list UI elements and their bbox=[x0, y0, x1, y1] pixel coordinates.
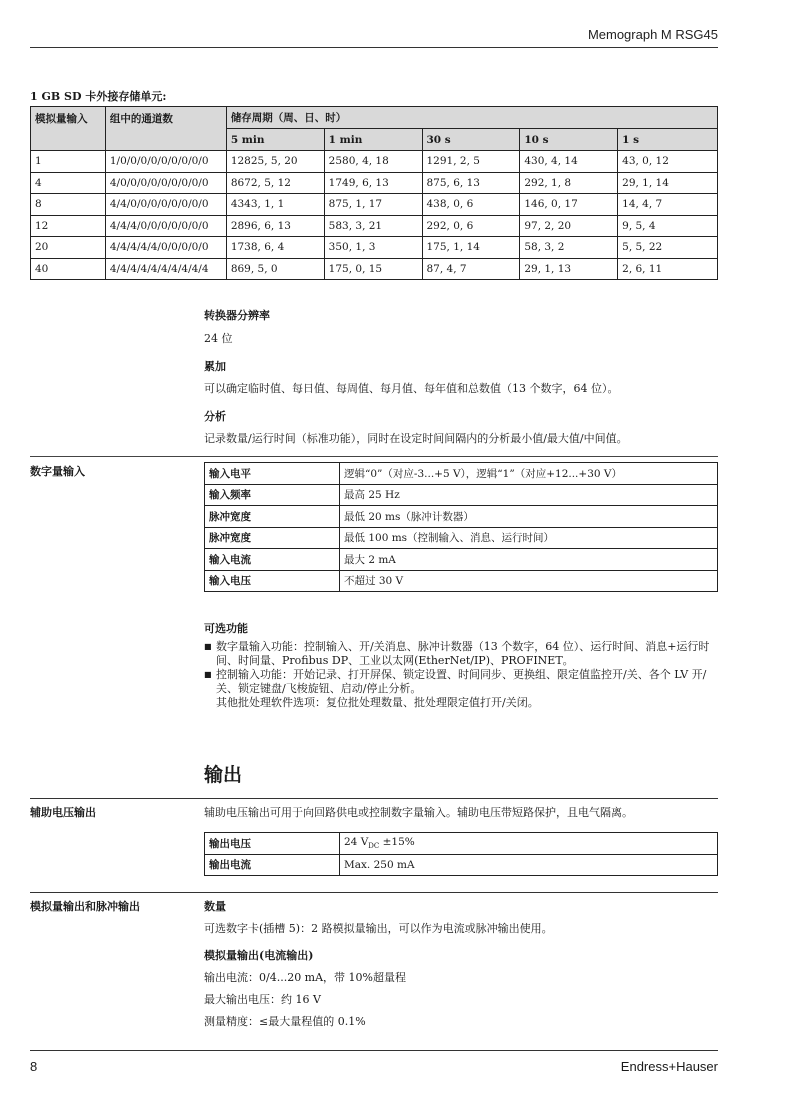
table-cell: 869, 5, 0 bbox=[226, 258, 324, 280]
table-cell: 4/4/0/0/0/0/0/0/0/0 bbox=[105, 194, 226, 216]
table-row bbox=[205, 549, 718, 571]
table-cell: 4/0/0/0/0/0/0/0/0/0 bbox=[105, 172, 226, 194]
table-cell: Max. 250 mA bbox=[340, 854, 718, 876]
table-cell bbox=[340, 833, 718, 855]
table-cell: 1 bbox=[31, 151, 106, 173]
analysis-label: 分析 bbox=[204, 410, 226, 423]
optional-label: 可选功能 bbox=[204, 622, 248, 635]
sd-card-title: 1 GB SD 卡外接存储单元: bbox=[30, 90, 167, 103]
table-cell: 175, 1, 14 bbox=[422, 237, 520, 259]
aux-voltage-table bbox=[204, 832, 718, 876]
table-row bbox=[205, 463, 718, 485]
document-title: Memograph M RSG45 bbox=[587, 27, 718, 42]
table-cell: 1291, 2, 5 bbox=[422, 151, 520, 173]
header-rule bbox=[30, 47, 718, 48]
list-item: 其他批处理软件选项：复位批处理数量、批处理限定值打开/关闭。 bbox=[216, 696, 539, 709]
table-cell: 583, 3, 21 bbox=[324, 215, 422, 237]
list-item: ■ 控制输入功能：开始记录、打开屏保、锁定设置、时间同步、更换组、限定值监控开/关、各个 LV 开/关、锁定键盘/飞梭旋钮、启动/停止分析。 bbox=[204, 668, 718, 696]
table-cell: 40 bbox=[31, 258, 106, 280]
table-cell: 438, 0, 6 bbox=[422, 194, 520, 216]
table-cell: 输出电压 bbox=[205, 833, 340, 855]
qty-label: 数量 bbox=[204, 900, 226, 913]
table-cell: 2580, 4, 18 bbox=[324, 151, 422, 173]
table-cell: 脉冲宽度 bbox=[205, 506, 340, 528]
table-cell: 最低 20 ms（脉冲计数器） bbox=[340, 506, 718, 528]
table-cell: 1749, 6, 13 bbox=[324, 172, 422, 194]
output-current-line: 输出电流：0/4...20 mA，带 10%超量程 bbox=[204, 971, 407, 984]
table-cell: 脉冲宽度 bbox=[205, 527, 340, 549]
aux-voltage-label: 辅助电压输出 bbox=[30, 806, 96, 819]
table-cell: 输入频率 bbox=[205, 484, 340, 506]
qty-value: 可选数字卡(插槽 5)：2 路模拟量输出，可以作为电流或脉冲输出使用。 bbox=[204, 922, 553, 935]
totalizer-value: 可以确定临时值、每日值、每周值、每月值、每年值和总数值（13 个数字，64 位）。 bbox=[204, 382, 619, 395]
digital-input-table bbox=[204, 462, 718, 592]
table-cell: 9, 5, 4 bbox=[618, 215, 718, 237]
section-rule bbox=[30, 892, 718, 893]
table-header-row bbox=[31, 107, 718, 129]
table-cell: 430, 4, 14 bbox=[520, 151, 618, 173]
table-row bbox=[31, 151, 718, 173]
analysis-value: 记录数量/运行时间（标准功能），同时在设定时间间隔内的分析最小值/最大值/中间值。 bbox=[204, 432, 628, 445]
table-cell: 97, 2, 20 bbox=[520, 215, 618, 237]
accuracy-line: 测量精度：≤最大量程值的 0.1% bbox=[204, 1015, 366, 1028]
converter-value: 24 位 bbox=[204, 332, 233, 345]
voltage-subscript: DC bbox=[368, 842, 380, 851]
table-row bbox=[205, 527, 718, 549]
table-cell: 逻辑“0”（对应-3...+5 V），逻辑“1”（对应+12...+30 V） bbox=[340, 463, 718, 485]
table-cell: 8 bbox=[31, 194, 106, 216]
totalizer-label: 累加 bbox=[204, 360, 226, 373]
table-row bbox=[205, 833, 718, 855]
table-cell: 58, 3, 2 bbox=[520, 237, 618, 259]
table-cell: 4/4/4/4/4/0/0/0/0/0 bbox=[105, 237, 226, 259]
table-cell: 29, 1, 13 bbox=[520, 258, 618, 280]
table-cell: 4/4/4/4/4/4/4/4/4/4 bbox=[105, 258, 226, 280]
brand-name: Endress+Hauser bbox=[620, 1059, 718, 1074]
table-cell: 12 bbox=[31, 215, 106, 237]
table-cell: 14, 4, 7 bbox=[618, 194, 718, 216]
table-row bbox=[31, 237, 718, 259]
table-cell: 146, 0, 17 bbox=[520, 194, 618, 216]
table-cell: 不超过 30 V bbox=[340, 570, 718, 592]
column-header: 5 min bbox=[226, 129, 324, 151]
table-cell: 4 bbox=[31, 172, 106, 194]
table-cell: 4/4/4/0/0/0/0/0/0/0 bbox=[105, 215, 226, 237]
table-cell: 最大 2 mA bbox=[340, 549, 718, 571]
section-rule bbox=[30, 798, 718, 799]
column-header: 组中的通道数 bbox=[105, 107, 226, 151]
table-cell: 875, 6, 13 bbox=[422, 172, 520, 194]
table-cell: 350, 1, 3 bbox=[324, 237, 422, 259]
table-cell: 875, 1, 17 bbox=[324, 194, 422, 216]
column-header: 30 s bbox=[422, 129, 520, 151]
column-header: 1 min bbox=[324, 129, 422, 151]
table-cell: 29, 1, 14 bbox=[618, 172, 718, 194]
current-output-label: 模拟量输出(电流输出) bbox=[204, 949, 314, 962]
column-header: 储存周期（周、日、时） bbox=[226, 107, 717, 129]
voltage-value: 24 V bbox=[344, 836, 369, 849]
table-cell: 20 bbox=[31, 237, 106, 259]
table-cell: 2, 6, 11 bbox=[618, 258, 718, 280]
table-cell: 输入电压 bbox=[205, 570, 340, 592]
column-header: 10 s bbox=[520, 129, 618, 151]
page-number: 8 bbox=[30, 1059, 38, 1074]
table-cell: 输出电流 bbox=[205, 854, 340, 876]
sd-card-table bbox=[30, 106, 718, 280]
table-cell: 输入电流 bbox=[205, 549, 340, 571]
table-cell: 292, 0, 6 bbox=[422, 215, 520, 237]
table-row bbox=[205, 506, 718, 528]
aux-voltage-description: 辅助电压输出可用于向回路供电或控制数字量输入。辅助电压带短路保护，且电气隔离。 bbox=[204, 806, 633, 819]
column-header: 1 s bbox=[618, 129, 718, 151]
digital-input-label: 数字量输入 bbox=[30, 465, 85, 478]
table-cell: 最高 25 Hz bbox=[340, 484, 718, 506]
max-voltage-line: 最大输出电压：约 16 V bbox=[204, 993, 321, 1006]
table-cell: 12825, 5, 20 bbox=[226, 151, 324, 173]
table-cell: 5, 5, 22 bbox=[618, 237, 718, 259]
table-row bbox=[205, 570, 718, 592]
column-header: 模拟量输入 bbox=[31, 107, 106, 151]
table-cell: 1/0/0/0/0/0/0/0/0/0 bbox=[105, 151, 226, 173]
table-cell: 1738, 6, 4 bbox=[226, 237, 324, 259]
table-cell: 8672, 5, 12 bbox=[226, 172, 324, 194]
table-row bbox=[31, 215, 718, 237]
table-cell: 最低 100 ms（控制输入、消息、运行时间） bbox=[340, 527, 718, 549]
table-row bbox=[31, 258, 718, 280]
output-heading: 输出 bbox=[204, 764, 243, 786]
optional-list bbox=[204, 640, 718, 710]
table-row bbox=[205, 854, 718, 876]
table-cell: 87, 4, 7 bbox=[422, 258, 520, 280]
analog-output-label: 模拟量输出和脉冲输出 bbox=[30, 900, 140, 913]
table-cell: 43, 0, 12 bbox=[618, 151, 718, 173]
table-row bbox=[205, 484, 718, 506]
table-row bbox=[31, 194, 718, 216]
section-rule bbox=[30, 456, 718, 457]
voltage-tolerance: ±15% bbox=[379, 836, 415, 849]
table-cell: 4343, 1, 1 bbox=[226, 194, 324, 216]
table-cell: 输入电平 bbox=[205, 463, 340, 485]
footer-rule bbox=[30, 1050, 718, 1051]
table-cell: 2896, 6, 13 bbox=[226, 215, 324, 237]
table-cell: 292, 1, 8 bbox=[520, 172, 618, 194]
list-item: ■ 数字量输入功能：控制输入、开/关消息、脉冲计数器（13 个数字，64 位）、运行时间、消息+运行时间、时间量、Profibus DP、工业以太网(EtherNet/IP)、PROFINET。 bbox=[204, 640, 718, 668]
table-row bbox=[31, 172, 718, 194]
table-cell: 175, 0, 15 bbox=[324, 258, 422, 280]
converter-label: 转换器分辨率 bbox=[204, 309, 270, 322]
